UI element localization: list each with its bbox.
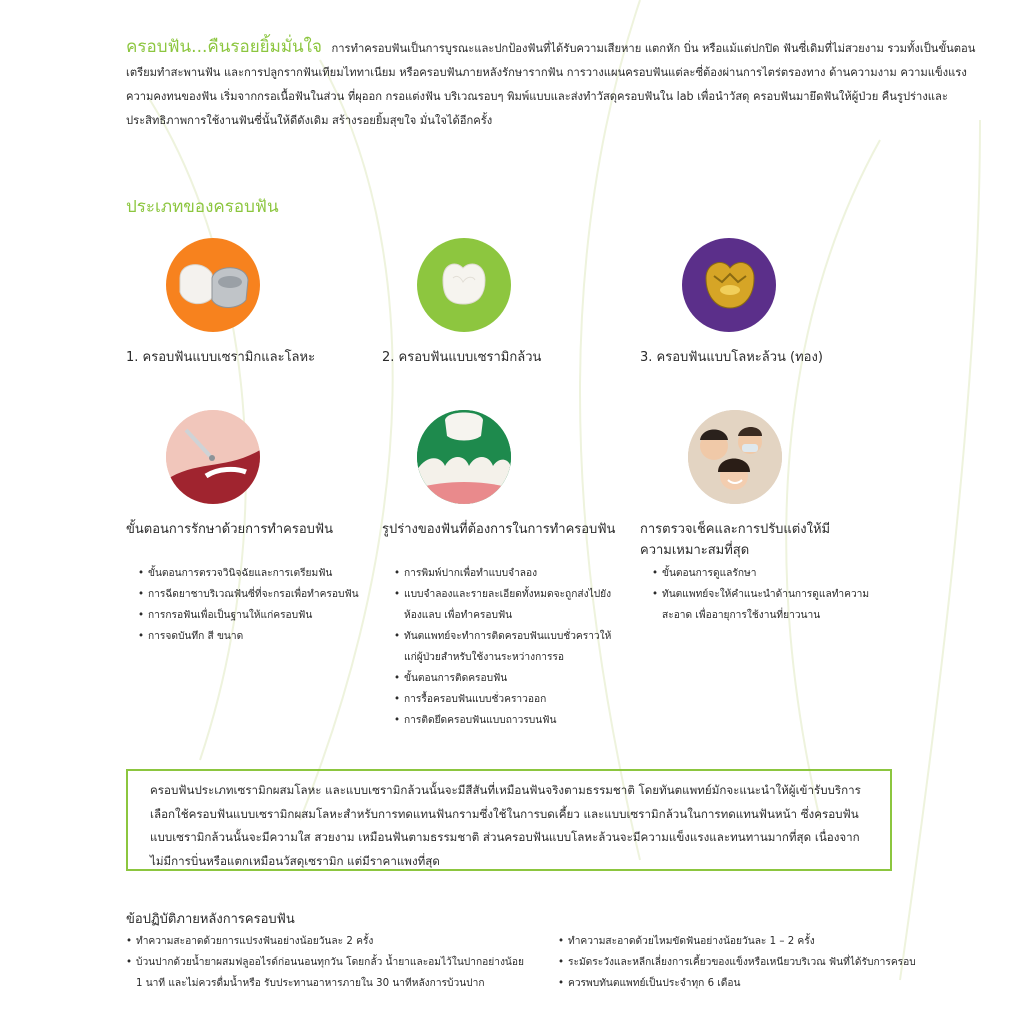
list-item: • การติดยึดครอบฟันแบบถาวรบนฟัน: [394, 710, 620, 731]
list-item: • ทำความสะอาดด้วยการแปรงฟันอย่างน้อยวันละ 2 ครั้ง: [126, 931, 526, 952]
all-ceramic-crown-image: [417, 238, 511, 332]
dental-treatment-photo: [166, 410, 260, 504]
crown-types-heading: ประเภทของครอบฟัน: [126, 197, 279, 217]
crown-type-label-2: 2. ครอบฟันแบบเซรามิกล้วน: [382, 350, 542, 365]
crown-comparison-note: ครอบฟันประเภทเซรามิกผสมโลหะ และแบบเซรามิกล้วนนั้นจะมีสีสันที่เหมือนฟันจริงตามธรรมชาติ โดยทันตแพทย์มักจะแนะนำให้ผู้เข้ารับบริการเลือกใช้ครอบฟันแบบเซรามิกผสมโลหะสำหรับการทดแทนฟันกรามซึ่งใช้ในการบดเคี้ยว และแบบเซรามิกล้วนในการทดแทนฟันหน้า ซึ่งครอบฟันแบบเซรามิกล้วนนั้นจะมีความใส สวยงาม เหมือนฟันตามธรรมชาติ ส่วนครอบฟันแบบโลหะล้วนจะมีความแข็งแรงและทนทานมากที่สุด เนื่องจากไม่มีการบิ่นหรือแตกเหมือนวัสดุเซรามิก แต่มีราคาแพงที่สุด: [126, 769, 892, 871]
ceramic-metal-crown-image: [166, 238, 260, 332]
treatment-steps-list: [138, 563, 368, 647]
aftercare-heading: ข้อปฏิบัติภายหลังการครอบฟัน: [126, 912, 295, 927]
step-heading-treatment: ขั้นตอนการรักษาด้วยการทำครอบฟัน: [126, 522, 333, 537]
check-adjust-steps-list: [652, 563, 892, 626]
list-item: • ควรพบทันตแพทย์เป็นประจำทุก 6 เดือน: [558, 973, 918, 994]
list-item: • การกรอฟันเพื่อเป็นฐานให้แก่ครอบฟัน: [138, 605, 368, 626]
intro-title: ครอบฟัน...คืนรอยยิ้มมั่นใจ: [126, 37, 322, 58]
intro-text: การทำครอบฟันเป็นการบูรณะและปกป้องฟันที่ได้รับความเสียหาย แตกหัก บิ่น หรือแม้แต่ปกปิด ฟันซี่เดิมที่ไม่สวยงาม รวมทั้งเป็นขั้นตอนเตรียมทำสะพานฟัน และการปลูกรากฟันเทียมไททาเนียม หรือครอบฟันภายหลังรักษารากฟัน การวางแผนครอบฟันแต่ละซี่ต้องผ่านการไตร่ตรองทาง ด้านความงาม ความแข็งแรง ความคงทนของฟัน เริ่มจากกรอเนื้อฟันในส่วน ที่ผุออก กรอแต่งฟัน บริเวณรอบๆ พิมพ์แบบและส่งทำวัสดุครอบฟันใน lab เพื่อนำวัสดุ ครอบฟันมายึดฟันให้ผู้ป่วย คืนรูปร่างและประสิทธิภาพการใช้งานฟันซี่นั้นให้ดีดังเดิม สร้างรอยยิ้มสุขใจ มั่นใจได้อีกครั้ง: [126, 42, 976, 128]
list-item: • การจดบันทึก สี ขนาด: [138, 626, 368, 647]
list-item: • การฉีดยาชาบริเวณฟันซี่ที่จะกรอเพื่อทำครอบฟัน: [138, 584, 368, 605]
list-item: • ขั้นตอนการดูแลรักษา: [652, 563, 892, 584]
step-heading-tooth-shape: รูปร่างของฟันที่ต้องการในการทำครอบฟัน: [382, 522, 616, 537]
crown-type-label-1: 1. ครอบฟันแบบเซรามิกและโลหะ: [126, 350, 316, 365]
list-item: • การรื้อครอบฟันแบบชั่วคราวออก: [394, 689, 620, 710]
gold-crown-image: [682, 238, 776, 332]
tooth-crown-shape-image: [417, 410, 511, 504]
list-item: • ทำความสะอาดด้วยไหมขัดฟันอย่างน้อยวันละ 1 – 2 ครั้ง: [558, 931, 918, 952]
smiling-patients-photo: [688, 410, 782, 504]
list-item: • ระมัดระวังและหลีกเลี่ยงการเคี้ยวของแข็งหรือเหนียวบริเวณ ฟันที่ได้รับการครอบ: [558, 952, 918, 973]
aftercare-list-right: [558, 931, 918, 994]
intro-paragraph: [126, 35, 996, 133]
list-item: • แบบจำลองและรายละเอียดทั้งหมดจะถูกส่งไปยังห้องแลบ เพื่อทำครอบฟัน: [394, 584, 620, 626]
tooth-shape-steps-list: [394, 563, 620, 731]
list-item: • ทันตแพทย์จะทำการติดครอบฟันแบบชั่วคราวให้แก่ผู้ป่วยสำหรับใช้งานระหว่างการรอ: [394, 626, 620, 668]
list-item: • ทันตแพทย์จะให้คำแนะนำด้านการดูแลทำความสะอาด เพื่ออายุการใช้งานที่ยาวนาน: [652, 584, 892, 626]
list-item: • ขั้นตอนการตรวจวินิจฉัยและการเตรียมฟัน: [138, 563, 368, 584]
aftercare-list-left: [126, 931, 526, 994]
list-item: • บ้วนปากด้วยน้ำยาผสมฟลูออไรด์ก่อนนอนทุกวัน โดยกลั้ว น้ำยาและอมไว้ในปากอย่างน้อย 1 นาที และไม่ควรดื่มน้ำหรือ รับประทานอาหารภายใน 30 นาทีหลังการบ้วนปาก: [126, 952, 526, 994]
crown-type-label-3: 3. ครอบฟันแบบโลหะล้วน (ทอง): [640, 350, 823, 365]
list-item: • การพิมพ์ปากเพื่อทำแบบจำลอง: [394, 563, 620, 584]
step-heading-check-adjust: การตรวจเช็คและการปรับแต่งให้มีความเหมาะสมที่สุด: [640, 522, 831, 558]
list-item: • ขั้นตอนการติดครอบฟัน: [394, 668, 620, 689]
